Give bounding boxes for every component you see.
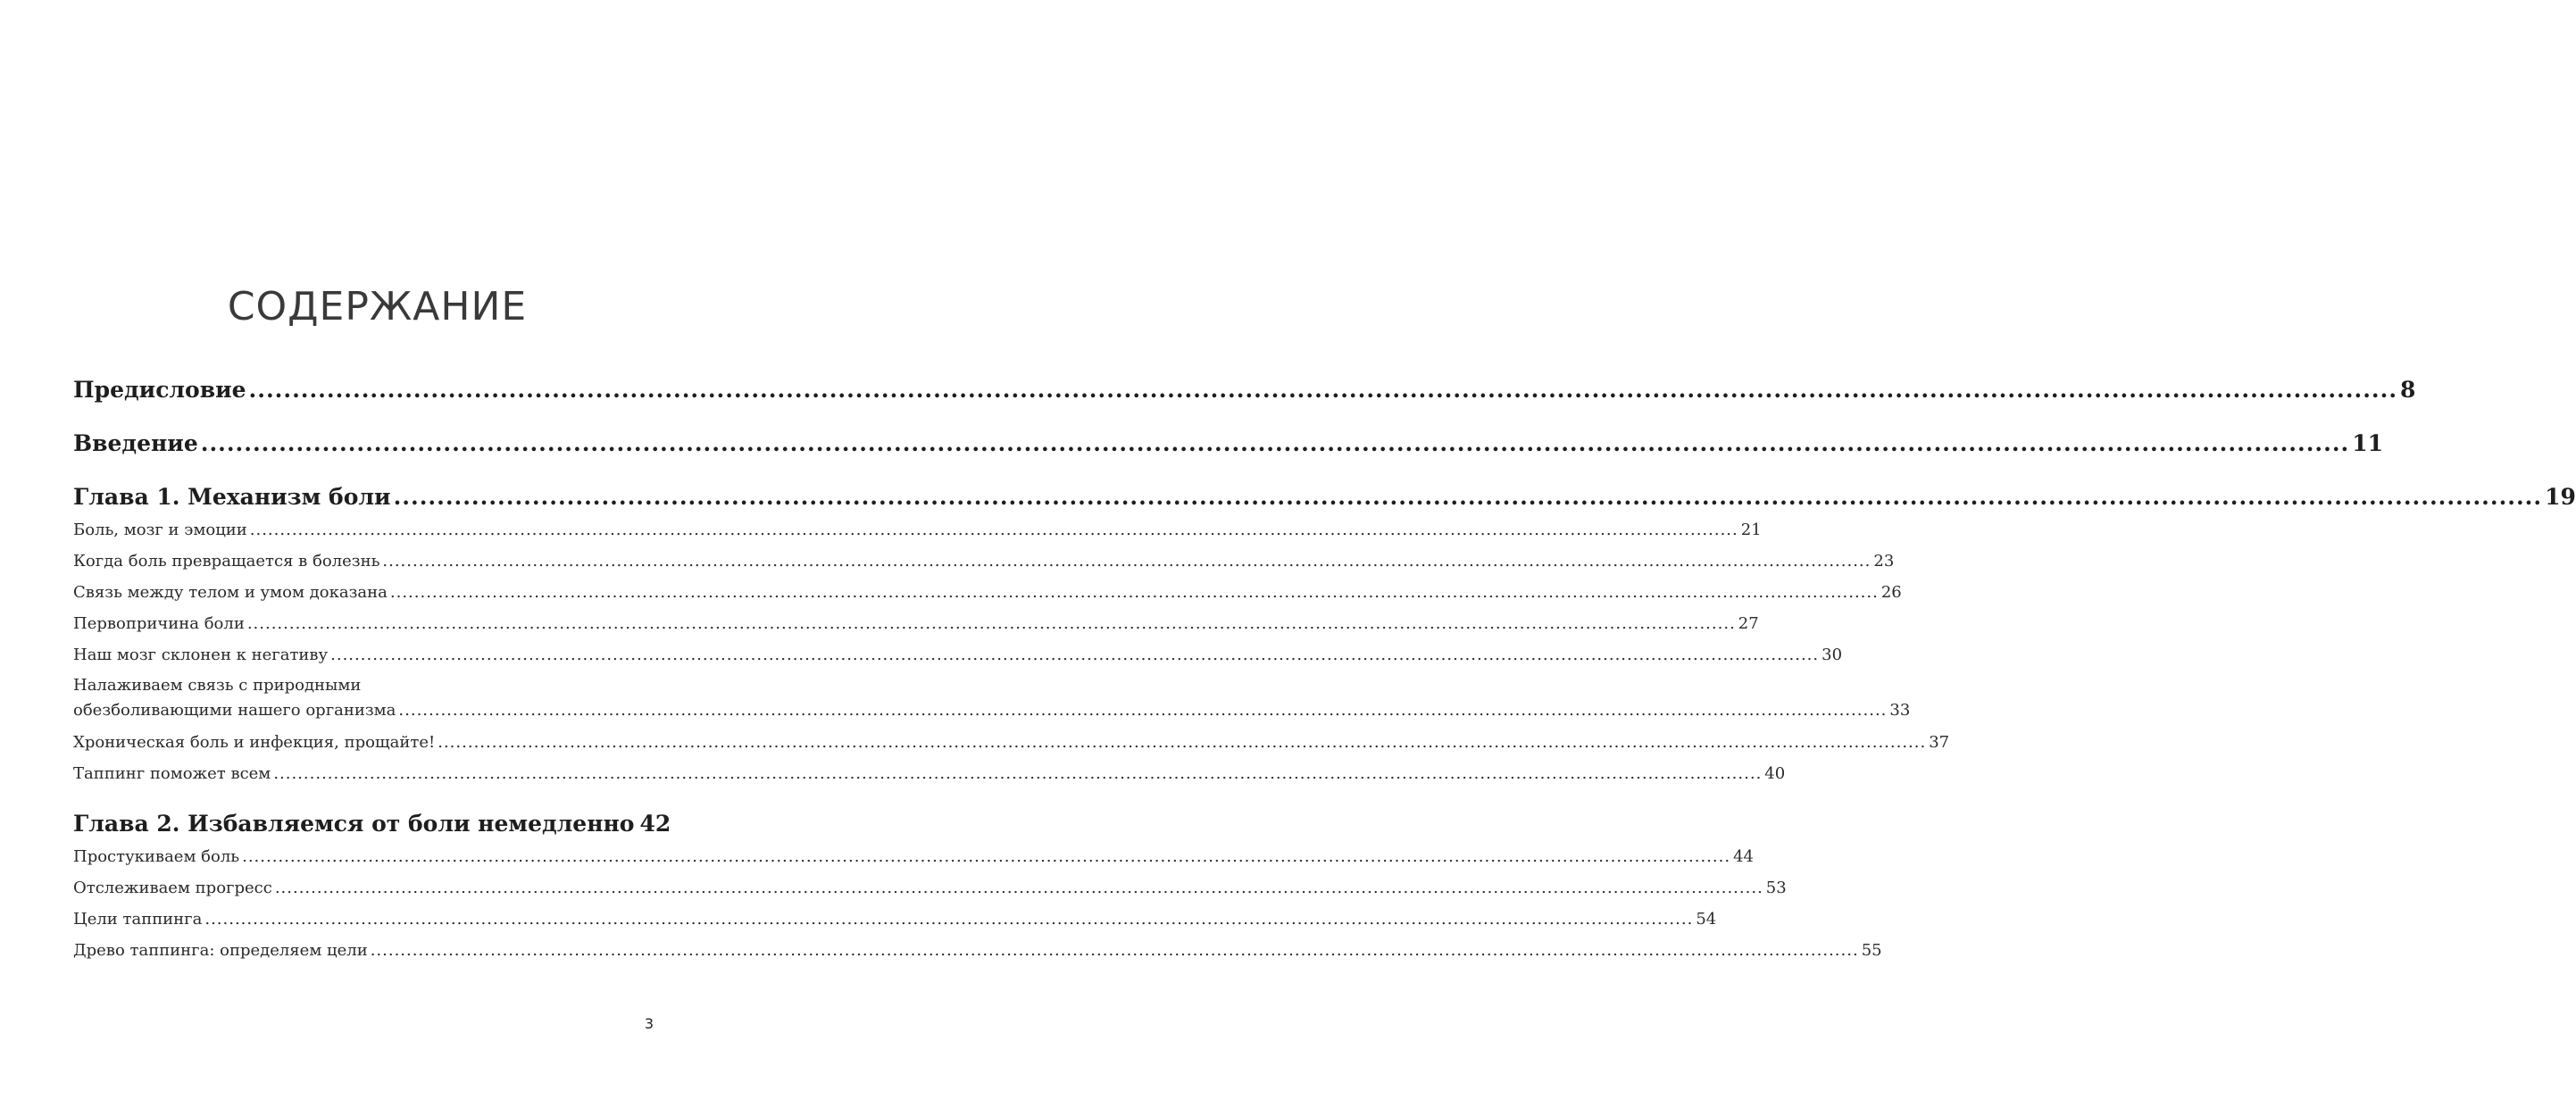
toc-section-page: 27 [1738,614,1759,633]
toc-section-label-line-2: обезболивающими нашего организма [73,701,396,720]
toc-section [73,904,1717,935]
table-of-contents [73,373,2576,966]
dot-leader [247,608,1736,639]
toc-section-page: 40 [1764,764,1786,783]
toc-section [73,639,1843,671]
toc-section [73,727,1950,758]
toc-entry-preface [73,373,2416,407]
dot-leader [371,935,1859,966]
toc-section-label: Цели таппинга [73,910,203,929]
toc-section-label: Таппинг поможет всем [73,764,271,783]
toc-entry-intro [73,427,2384,461]
toc-section [73,841,1754,872]
dot-leader [249,373,2398,407]
toc-entry-page: 11 [2352,430,2384,456]
toc-entry-label: Введение [73,430,198,456]
dot-leader [250,514,1738,546]
toc-chapter-2-sections [73,841,1882,966]
page-title: СОДЕРЖАНИЕ [227,284,528,329]
toc-entry-page: 8 [2400,377,2416,403]
toc-section-page: 37 [1929,733,1950,752]
toc-entry-chapter-2 [73,807,671,841]
toc-section-page: 55 [1861,941,1882,960]
dot-leader [242,841,1730,872]
toc-section-label: Отслеживаем прогресс [73,879,272,897]
toc-section-label: Связь между телом и умом доказана [73,583,388,602]
toc-section-page: 54 [1696,910,1717,929]
page-number: 3 [644,1015,654,1032]
toc-section-label-line-1: Налаживаем связь с природными [73,676,362,695]
dot-leader [204,904,1693,935]
toc-section [73,608,1759,639]
dot-leader [382,546,1871,577]
toc-section-page: 26 [1880,583,1902,602]
toc-section-page: 33 [1889,701,1911,720]
toc-section [73,546,1895,577]
toc-entry-label: Глава 2. Избавляемся от боли немедленно [73,811,635,837]
toc-section-label: Древо таппинга: определяем цели [73,941,368,960]
toc-section-label: Первопричина боли [73,614,245,633]
toc-section [73,872,1787,904]
dot-leader [201,427,2350,461]
toc-section-label: Боль, мозг и эмоции [73,521,247,539]
toc-entry-label: Предисловие [73,377,246,403]
toc-section-page: 44 [1733,847,1754,866]
toc-section-label: Когда боль превращается в болезнь [73,552,380,571]
toc-section [73,514,1762,546]
dot-leader [398,698,1887,723]
dot-leader [275,872,1763,904]
toc-section [73,577,1902,608]
dot-leader [394,480,2543,514]
toc-entry-label: Глава 1. Механизм боли [73,484,391,510]
toc-entry-page: 19 [2545,484,2576,510]
toc-section-page: 53 [1765,879,1787,897]
toc-section [73,758,1786,789]
dot-leader [330,639,1819,671]
toc-section [73,671,1911,727]
toc-section-label: Наш мозг склонен к негативу [73,646,329,664]
toc-section-label: Хроническая боль и инфекция, прощайте! [73,733,436,752]
toc-chapter-1-sections [73,514,1950,789]
toc-section-page: 23 [1873,552,1895,571]
toc-section-page: 30 [1822,646,1843,664]
toc-entry-chapter-1 [73,480,2576,514]
dot-leader [273,758,1762,789]
toc-section-page: 21 [1740,521,1762,539]
toc-section [73,935,1882,966]
toc-entry-page: 42 [639,811,671,837]
dot-leader [438,727,1926,758]
toc-section-label: Простукиваем боль [73,847,240,866]
dot-leader [390,577,1879,608]
